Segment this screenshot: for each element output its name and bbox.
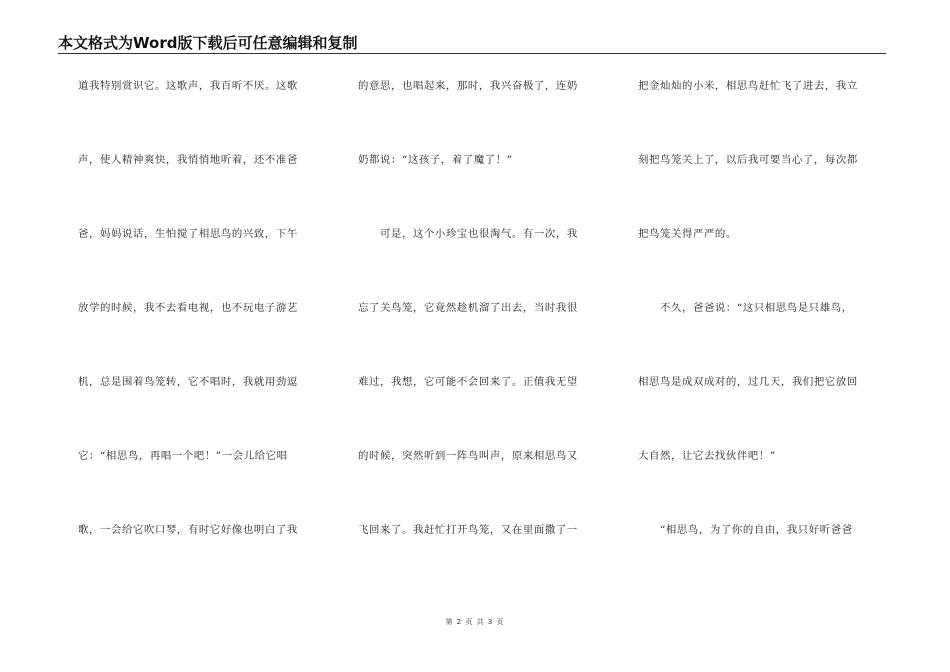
text-line: 飞回来了。我赶忙打开鸟笼，又在里面撒了一 bbox=[358, 524, 578, 536]
text-line: 不久，爸爸说：“这只相思鸟是只雄鸟， bbox=[638, 302, 853, 314]
text-line: 可是，这个小珍宝也很淘气。有一次，我 bbox=[358, 228, 578, 240]
page-number-footer: 第 2 页 共 3 页 bbox=[445, 618, 505, 626]
text-line: 忘了关鸟笼，它竟然趁机溜了出去，当时我很 bbox=[358, 302, 578, 314]
text-column-3 bbox=[638, 77, 878, 595]
text-line: 它：“相思鸟，再唱一个吧！”一会儿给它唱 bbox=[78, 450, 288, 462]
text-column-1 bbox=[78, 77, 318, 595]
text-line: 道我特别赏识它。这歌声，我百听不厌。这歌 bbox=[78, 80, 298, 92]
text-line: 大自然，让它去找伙伴吧！” bbox=[638, 450, 776, 462]
text-line: 难过，我想，它可能不会回来了。正值我无望 bbox=[358, 376, 578, 388]
text-line: 相思鸟是成双成对的，过几天，我们把它放回 bbox=[638, 376, 858, 388]
text-line: “相思鸟，为了你的自由，我只好听爸爸 bbox=[638, 524, 853, 536]
text-line: 声，使人精神爽快，我悄悄地听着，还不准爸 bbox=[78, 154, 298, 166]
text-line: 的意思，也唱起来，那时，我兴奋极了，连奶 bbox=[358, 80, 578, 92]
text-column-2 bbox=[358, 77, 598, 595]
header-rule bbox=[58, 53, 886, 54]
text-line: 歌，一会给它吹口琴，有时它好像也明白了我 bbox=[78, 524, 298, 536]
text-line: 把鸟笼关得严严的。 bbox=[638, 228, 737, 240]
text-line: 奶都说：“这孩子，着了魔了！” bbox=[358, 154, 513, 166]
document-header-title: 本文格式为Word版下载后可任意编辑和复制 bbox=[58, 34, 358, 52]
text-line: 把金灿灿的小米，相思鸟赶忙飞了进去，我立 bbox=[638, 80, 858, 92]
text-line: 爸，妈妈说话，生怕搅了相思鸟的兴致，下午 bbox=[78, 228, 298, 240]
text-line: 放学的时候，我不去看电视，也不玩电子游艺 bbox=[78, 302, 298, 314]
text-line: 刻把鸟笼关上了，以后我可要当心了，每次都 bbox=[638, 154, 858, 166]
text-line: 机，总是围着鸟笼转，它不唱时，我就用劲逗 bbox=[78, 376, 298, 388]
text-line: 的时候，突然听到一阵鸟叫声，原来相思鸟又 bbox=[358, 450, 578, 462]
